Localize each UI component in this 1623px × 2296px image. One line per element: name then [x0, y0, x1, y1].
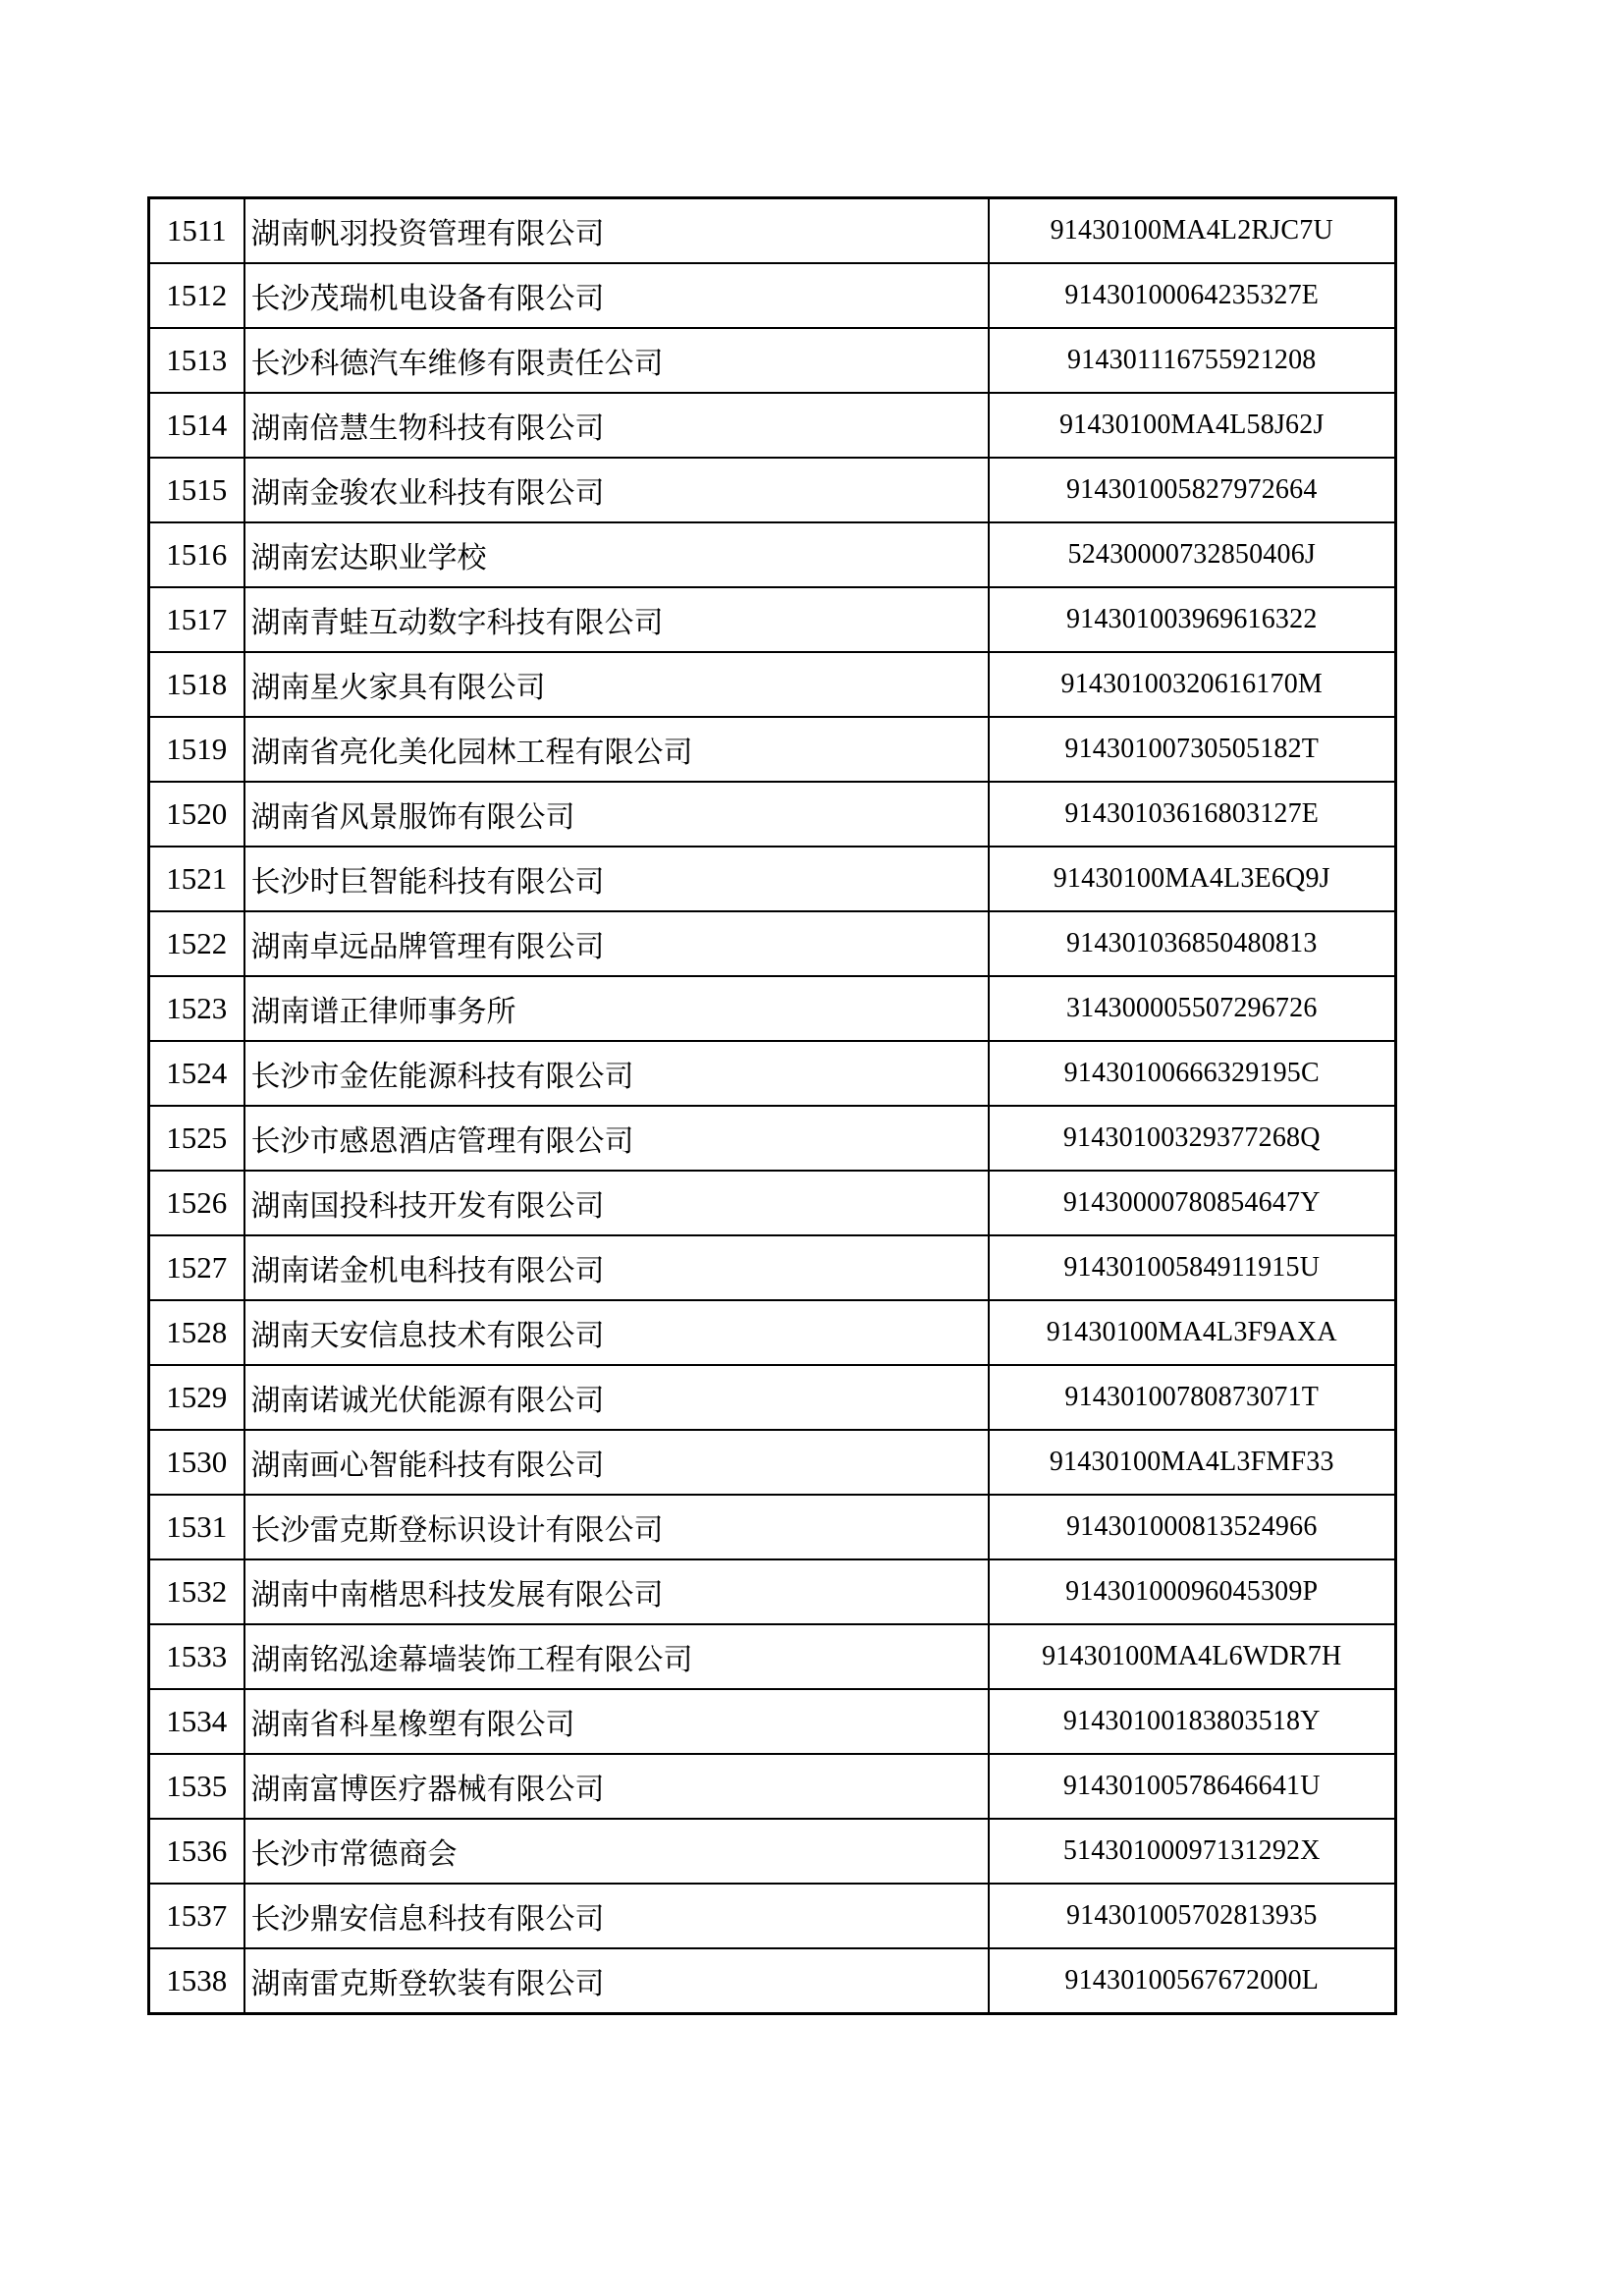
table-row	[149, 1754, 1396, 1819]
row-number: 1537	[149, 1884, 244, 1948]
organization-name: 湖南诺金机电科技有限公司	[244, 1235, 989, 1300]
organization-name: 长沙市感恩酒店管理有限公司	[244, 1106, 989, 1171]
table-body	[149, 198, 1396, 2014]
table-row	[149, 458, 1396, 522]
organization-name: 湖南青蛙互动数字科技有限公司	[244, 587, 989, 652]
table-row	[149, 328, 1396, 393]
table-row	[149, 911, 1396, 976]
table-row	[149, 1689, 1396, 1754]
table-row	[149, 1235, 1396, 1300]
table-row	[149, 587, 1396, 652]
credit-code: 91430100064235327E	[989, 263, 1396, 328]
organization-name: 湖南省亮化美化园林工程有限公司	[244, 717, 989, 782]
credit-code: 91430100MA4L6WDR7H	[989, 1624, 1396, 1689]
organization-name: 湖南画心智能科技有限公司	[244, 1430, 989, 1495]
row-number: 1512	[149, 263, 244, 328]
row-number: 1536	[149, 1819, 244, 1884]
table-row	[149, 1819, 1396, 1884]
organization-name: 湖南雷克斯登软装有限公司	[244, 1948, 989, 2014]
table-row	[149, 1171, 1396, 1235]
row-number: 1515	[149, 458, 244, 522]
table-row	[149, 198, 1396, 264]
credit-code: 91430100MA4L3FMF33	[989, 1430, 1396, 1495]
organization-name: 湖南诺诚光伏能源有限公司	[244, 1365, 989, 1430]
credit-code: 91430100096045309P	[989, 1559, 1396, 1624]
organization-name: 湖南省风景服饰有限公司	[244, 782, 989, 847]
row-number: 1530	[149, 1430, 244, 1495]
organization-name: 湖南省科星橡塑有限公司	[244, 1689, 989, 1754]
table-row	[149, 782, 1396, 847]
credit-code: 91430100666329195C	[989, 1041, 1396, 1106]
organization-name: 长沙时巨智能科技有限公司	[244, 847, 989, 911]
organization-name: 湖南富博医疗器械有限公司	[244, 1754, 989, 1819]
organization-name: 湖南帆羽投资管理有限公司	[244, 198, 989, 264]
row-number: 1527	[149, 1235, 244, 1300]
organization-name: 湖南卓远品牌管理有限公司	[244, 911, 989, 976]
table-row	[149, 717, 1396, 782]
credit-code: 91430100329377268Q	[989, 1106, 1396, 1171]
organization-name: 湖南金骏农业科技有限公司	[244, 458, 989, 522]
row-number: 1514	[149, 393, 244, 458]
row-number: 1524	[149, 1041, 244, 1106]
credit-code: 52430000732850406J	[989, 522, 1396, 587]
table-row	[149, 263, 1396, 328]
row-number: 1511	[149, 198, 244, 264]
credit-code: 91430100183803518Y	[989, 1689, 1396, 1754]
organization-name: 湖南国投科技开发有限公司	[244, 1171, 989, 1235]
credit-code: 51430100097131292X	[989, 1819, 1396, 1884]
credit-code: 91430000780854647Y	[989, 1171, 1396, 1235]
organization-name: 湖南星火家具有限公司	[244, 652, 989, 717]
organization-name: 长沙市金佐能源科技有限公司	[244, 1041, 989, 1106]
row-number: 1513	[149, 328, 244, 393]
row-number: 1521	[149, 847, 244, 911]
table-row	[149, 1365, 1396, 1430]
row-number: 1525	[149, 1106, 244, 1171]
row-number: 1531	[149, 1495, 244, 1559]
organization-name: 湖南倍慧生物科技有限公司	[244, 393, 989, 458]
row-number: 1526	[149, 1171, 244, 1235]
organization-name: 湖南谱正律师事务所	[244, 976, 989, 1041]
table-row	[149, 393, 1396, 458]
credit-code: 91430100584911915U	[989, 1235, 1396, 1300]
row-number: 1523	[149, 976, 244, 1041]
organization-name: 长沙科德汽车维修有限责任公司	[244, 328, 989, 393]
organization-name: 长沙鼎安信息科技有限公司	[244, 1884, 989, 1948]
row-number: 1529	[149, 1365, 244, 1430]
credit-code: 91430100MA4L3E6Q9J	[989, 847, 1396, 911]
row-number: 1516	[149, 522, 244, 587]
table-row	[149, 1106, 1396, 1171]
row-number: 1528	[149, 1300, 244, 1365]
row-number: 1520	[149, 782, 244, 847]
credit-code: 91430100MA4L2RJC7U	[989, 198, 1396, 264]
table-row	[149, 847, 1396, 911]
registry-table	[147, 196, 1397, 2015]
credit-code: 914301036850480813	[989, 911, 1396, 976]
table-row	[149, 1300, 1396, 1365]
organization-name: 湖南中南楷思科技发展有限公司	[244, 1559, 989, 1624]
row-number: 1517	[149, 587, 244, 652]
row-number: 1532	[149, 1559, 244, 1624]
credit-code: 914301003969616322	[989, 587, 1396, 652]
credit-code: 91430100MA4L3F9AXA	[989, 1300, 1396, 1365]
row-number: 1535	[149, 1754, 244, 1819]
credit-code: 91430103616803127E	[989, 782, 1396, 847]
credit-code: 914301005827972664	[989, 458, 1396, 522]
organization-name: 湖南铭泓途幕墙装饰工程有限公司	[244, 1624, 989, 1689]
table-row	[149, 1559, 1396, 1624]
organization-name: 湖南宏达职业学校	[244, 522, 989, 587]
table-row	[149, 1624, 1396, 1689]
row-number: 1534	[149, 1689, 244, 1754]
organization-name: 长沙茂瑞机电设备有限公司	[244, 263, 989, 328]
row-number: 1519	[149, 717, 244, 782]
row-number: 1518	[149, 652, 244, 717]
credit-code: 91430100730505182T	[989, 717, 1396, 782]
table-row	[149, 1041, 1396, 1106]
row-number: 1533	[149, 1624, 244, 1689]
organization-name: 长沙雷克斯登标识设计有限公司	[244, 1495, 989, 1559]
table-row	[149, 522, 1396, 587]
credit-code: 914301000813524966	[989, 1495, 1396, 1559]
credit-code: 914301116755921208	[989, 328, 1396, 393]
credit-code: 914301005702813935	[989, 1884, 1396, 1948]
organization-name: 湖南天安信息技术有限公司	[244, 1300, 989, 1365]
table-row	[149, 1884, 1396, 1948]
credit-code: 314300005507296726	[989, 976, 1396, 1041]
credit-code: 91430100780873071T	[989, 1365, 1396, 1430]
credit-code: 91430100567672000L	[989, 1948, 1396, 2014]
table-row	[149, 1430, 1396, 1495]
row-number: 1538	[149, 1948, 244, 2014]
table-row	[149, 976, 1396, 1041]
table-row	[149, 1495, 1396, 1559]
credit-code: 91430100320616170M	[989, 652, 1396, 717]
row-number: 1522	[149, 911, 244, 976]
table-row	[149, 1948, 1396, 2014]
organization-name: 长沙市常德商会	[244, 1819, 989, 1884]
credit-code: 91430100MA4L58J62J	[989, 393, 1396, 458]
table-row	[149, 652, 1396, 717]
credit-code: 91430100578646641U	[989, 1754, 1396, 1819]
